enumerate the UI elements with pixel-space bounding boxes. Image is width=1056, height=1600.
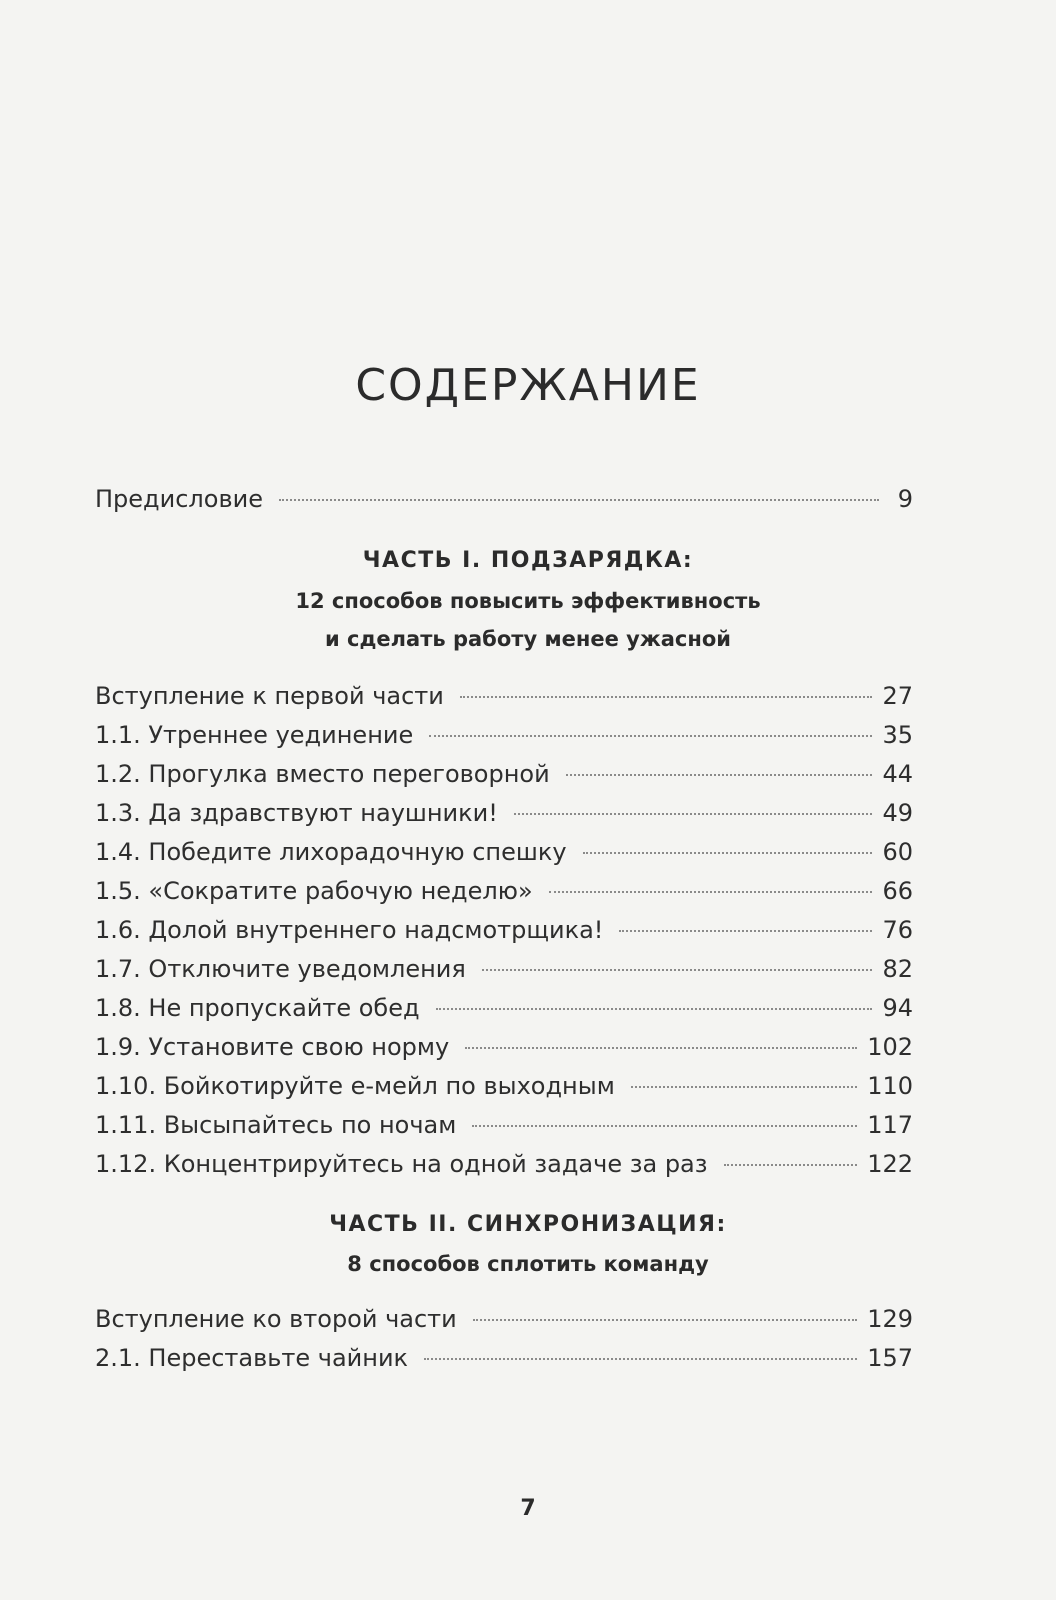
dot-leader (436, 1007, 873, 1010)
toc-entry-label: 1.6. Долой внутреннего надсмотрщика! (95, 916, 604, 944)
toc-entry-page: 9 (897, 485, 913, 513)
dot-leader (631, 1085, 857, 1088)
toc-entry-page: 102 (867, 1033, 913, 1061)
dot-leader (460, 695, 873, 698)
toc-entry-page: 94 (882, 994, 913, 1022)
toc-entry (95, 1305, 913, 1333)
toc-entry-label: 1.12. Концентрируйтесь на одной задаче за раз (95, 1150, 708, 1178)
toc-entry-label: 1.7. Отключите уведомления (95, 955, 466, 983)
dot-leader (583, 851, 873, 854)
toc-entry-page: 110 (867, 1072, 913, 1100)
toc-entry-label: 1.3. Да здравствуют наушники! (95, 799, 498, 827)
toc-entry-page: 122 (867, 1150, 913, 1178)
toc-entry-page: 129 (867, 1305, 913, 1333)
toc-entry-page: 49 (882, 799, 913, 827)
dot-leader (724, 1163, 858, 1166)
toc-entry (95, 799, 913, 827)
part-1-subtitle-line-1: 12 способов повысить эффективность (295, 589, 761, 613)
part-1-heading: ЧАСТЬ I. ПОДЗАРЯДКА: (362, 548, 694, 573)
toc-entry (95, 1344, 913, 1372)
dot-leader (566, 773, 873, 776)
toc-entry (95, 916, 913, 944)
toc-entry-page: 60 (882, 838, 913, 866)
toc-entry (95, 877, 913, 905)
dot-leader (472, 1124, 857, 1127)
toc-entry (95, 1150, 913, 1178)
toc-entry (95, 838, 913, 866)
show-through-text (90, 95, 920, 135)
dot-leader (549, 890, 873, 893)
toc-entry-page: 117 (867, 1111, 913, 1139)
toc-entry-label: 1.2. Прогулка вместо переговорной (95, 760, 550, 788)
toc-entry-label: 1.9. Установите свою норму (95, 1033, 450, 1061)
part-2-heading: ЧАСТЬ II. СИНХРОНИЗАЦИЯ: (329, 1212, 727, 1237)
toc-entry-page: 82 (882, 955, 913, 983)
toc-entry (95, 994, 913, 1022)
toc-entry-label: Вступление к первой части (95, 682, 444, 710)
toc-entry-preface (95, 485, 913, 513)
toc-entry-page: 27 (882, 682, 913, 710)
toc-entry-label: 1.10. Бойкотируйте е-мейл по выходным (95, 1072, 615, 1100)
toc-entry-page: 66 (882, 877, 913, 905)
dot-leader (424, 1357, 857, 1360)
toc-entry-page: 35 (882, 721, 913, 749)
dot-leader (429, 734, 872, 737)
page-number: 7 (520, 1496, 536, 1521)
dot-leader (279, 498, 879, 501)
part-2-subtitle: 8 способов сплотить команду (347, 1252, 709, 1276)
dot-leader (619, 929, 872, 932)
dot-leader (514, 812, 873, 815)
toc-entry (95, 1033, 913, 1061)
toc-entry-label: Предисловие (95, 485, 263, 513)
dot-leader (482, 968, 873, 971)
toc-entry-label: 1.1. Утреннее уединение (95, 721, 414, 749)
toc-entry-label: 1.5. «Сократите рабочую неделю» (95, 877, 533, 905)
dot-leader (465, 1046, 857, 1049)
toc-entry (95, 1111, 913, 1139)
toc-entry (95, 955, 913, 983)
part-1-subtitle-line-2: и сделать работу менее ужасной (324, 627, 732, 651)
toc-entry-label: 1.4. Победите лихорадочную спешку (95, 838, 567, 866)
toc-entry-page: 157 (867, 1344, 913, 1372)
toc-entry-label: 1.8. Не пропускайте обед (95, 994, 420, 1022)
toc-entry-label: Вступление ко второй части (95, 1305, 457, 1333)
page-title: СОДЕРЖАНИЕ (355, 360, 701, 411)
toc-entry (95, 1072, 913, 1100)
toc-entry-page: 44 (882, 760, 913, 788)
toc-entry-label: 2.1. Переставьте чайник (95, 1344, 409, 1372)
toc-entry (95, 721, 913, 749)
dot-leader (473, 1318, 857, 1321)
toc-entry (95, 760, 913, 788)
toc-entry (95, 682, 913, 710)
toc-entry-label: 1.11. Высыпайтесь по ночам (95, 1111, 457, 1139)
toc-entry-page: 76 (882, 916, 913, 944)
